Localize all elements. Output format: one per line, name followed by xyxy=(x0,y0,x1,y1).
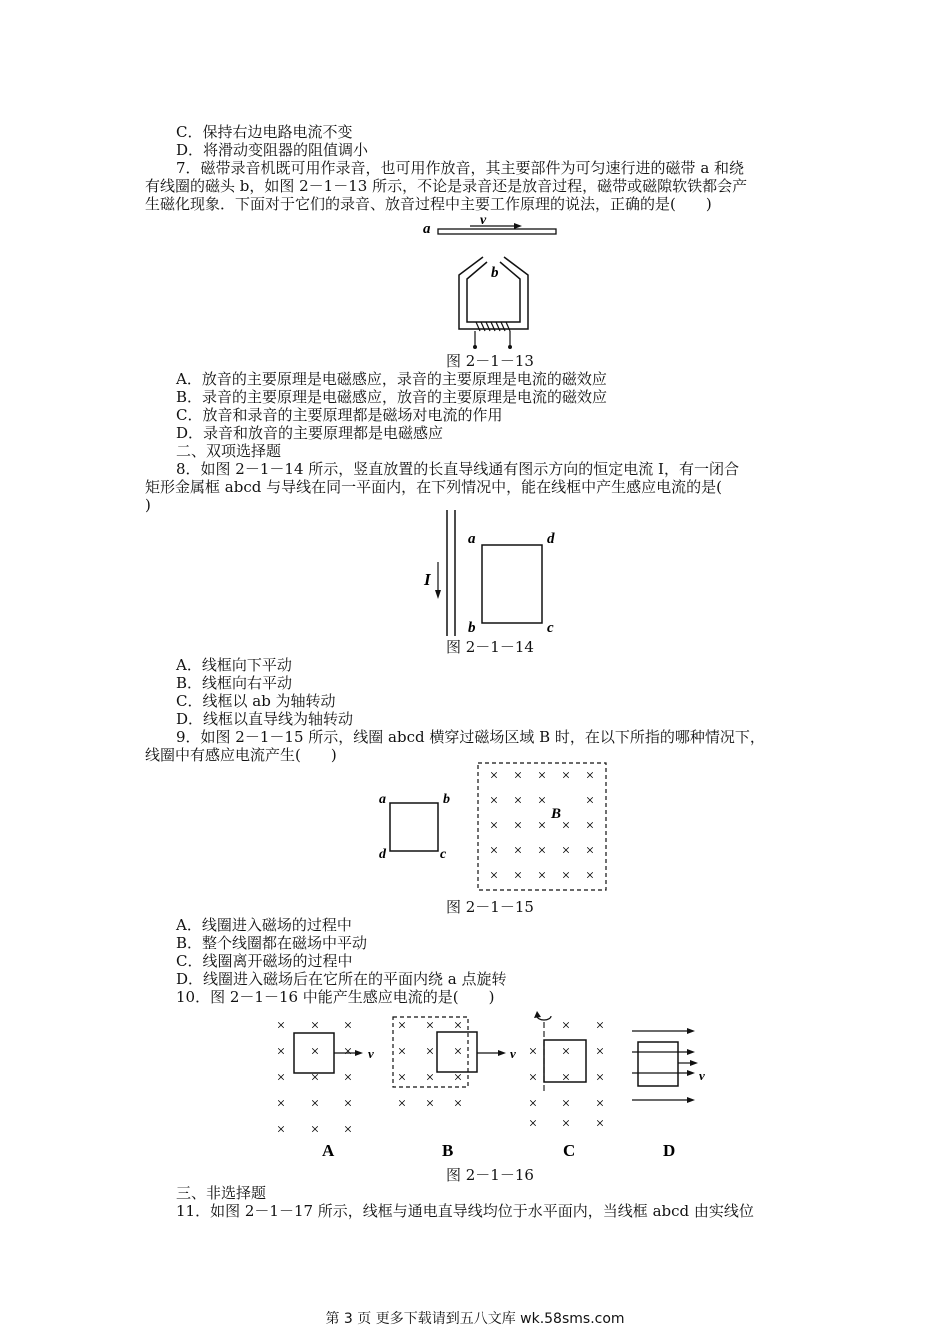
field-cross: × xyxy=(537,768,547,784)
field-cross: × xyxy=(585,843,595,859)
panel-D xyxy=(632,1028,695,1103)
field-cross: × xyxy=(537,843,547,859)
field-cross: × xyxy=(595,1096,605,1112)
terminal xyxy=(473,345,477,349)
figure-caption: 图 2－1－16 xyxy=(446,1166,534,1184)
field-cross: × xyxy=(513,868,523,884)
field-cross: × xyxy=(537,868,547,884)
field-cross: × xyxy=(397,1070,407,1086)
field-cross: × xyxy=(276,1018,286,1034)
option-text: B．整个线圈都在磁场中平动 xyxy=(176,934,368,952)
field-cross: × xyxy=(343,1096,353,1112)
option-text: D．将滑动变阻器的阻值调小 xyxy=(176,141,369,159)
field-cross: × xyxy=(310,1122,320,1138)
question-text: 矩形金属框 abcd 与导线在同一平面内，在下列情况中，能在线框中产生感应电流的是( xyxy=(145,478,722,496)
label-d: d xyxy=(379,847,386,862)
question-text: 线圈中有感应电流产生( ) xyxy=(145,746,337,764)
loop-D xyxy=(638,1042,678,1086)
arrow-head xyxy=(355,1050,363,1056)
head-core-inner xyxy=(467,262,520,322)
field-cross: × xyxy=(537,793,547,809)
field-cross: × xyxy=(489,843,499,859)
option-text: C．线框以 ab 为轴转动 xyxy=(176,692,336,710)
label-a: a xyxy=(379,792,386,807)
loop-B xyxy=(437,1032,477,1072)
panel-label: A xyxy=(322,1141,335,1160)
section-heading: 三、非选择题 xyxy=(176,1184,267,1202)
field-region xyxy=(478,763,606,890)
field-cross: × xyxy=(397,1096,407,1112)
label-B: B xyxy=(551,806,562,822)
loop-A xyxy=(294,1033,334,1073)
field-cross: × xyxy=(537,818,547,834)
field-cross: × xyxy=(595,1018,605,1034)
field-cross: × xyxy=(585,818,595,834)
rotation-icon xyxy=(537,1016,551,1020)
field-cross: × xyxy=(453,1044,463,1060)
option-text: A．放音的主要原理是电磁感应，录音的主要原理是电流的磁效应 xyxy=(176,370,607,388)
label-I: I xyxy=(424,570,431,589)
label-c: c xyxy=(440,847,447,862)
field-cross: × xyxy=(453,1070,463,1086)
figure-caption: 图 2－1－15 xyxy=(446,898,534,916)
tape xyxy=(438,229,556,234)
label-a: a xyxy=(423,221,431,237)
option-text: D．录音和放音的主要原理都是电磁感应 xyxy=(176,424,444,442)
field-cross: × xyxy=(528,1044,538,1060)
field-cross: × xyxy=(513,843,523,859)
field-cross: × xyxy=(585,793,595,809)
field-cross: × xyxy=(528,1116,538,1132)
question-text: 生磁化现象．下面对于它们的录音、放音过程中主要工作原理的说法，正确的是( ) xyxy=(145,195,712,213)
option-text: A．线圈进入磁场的过程中 xyxy=(176,916,352,934)
option-text: C．线圈离开磁场的过程中 xyxy=(176,952,353,970)
field-cross: × xyxy=(397,1018,407,1034)
field-cross: × xyxy=(595,1116,605,1132)
option-text: C．保持右边电路电流不变 xyxy=(176,123,353,141)
panel-A xyxy=(277,1018,352,1138)
panel-label: B xyxy=(442,1141,454,1160)
panel-label: D xyxy=(663,1141,676,1160)
label-b: b xyxy=(468,620,476,636)
field-cross: × xyxy=(276,1070,286,1086)
option-text: C．放音和录音的主要原理都是磁场对电流的作用 xyxy=(176,406,503,424)
field-cross: × xyxy=(561,1070,571,1086)
field-cross: × xyxy=(343,1018,353,1034)
field-region-B xyxy=(393,1017,468,1087)
coil xyxy=(476,322,510,331)
question-text: 7．磁带录音机既可用作录音，也可用作放音，其主要部件为可匀速行进的磁带 a 和绕 xyxy=(176,159,745,177)
field-cross: × xyxy=(561,868,571,884)
option-text: B．线框向右平动 xyxy=(176,674,293,692)
field-cross: × xyxy=(453,1018,463,1034)
field-cross: × xyxy=(513,818,523,834)
loop-C xyxy=(544,1040,586,1082)
field-cross: × xyxy=(310,1018,320,1034)
label-c: c xyxy=(547,620,554,636)
field-cross: × xyxy=(595,1070,605,1086)
coil-abcd xyxy=(390,803,438,851)
arrow-head xyxy=(534,1011,541,1018)
option-text: B．录音的主要原理是电磁感应，放音的主要原理是电流的磁效应 xyxy=(176,388,608,406)
option-text: D．线框以直导线为轴转动 xyxy=(176,710,354,728)
question-text: 9．如图 2－1－15 所示，线圈 abcd 横穿过磁场区域 B 时，在以下所指的哪种情况下， xyxy=(176,728,765,746)
section-heading: 二、双项选择题 xyxy=(176,442,282,460)
field-cross: × xyxy=(561,1018,571,1034)
question-text: 8．如图 2－1－14 所示，竖直放置的长直导线通有图示方向的恒定电流 I，有一闭合 xyxy=(176,460,739,478)
figure-caption: 图 2－1－13 xyxy=(446,352,534,370)
label-v: v xyxy=(480,213,487,228)
frame-abcd xyxy=(482,545,542,623)
field-cross: × xyxy=(595,1044,605,1060)
label-v: v xyxy=(368,1046,374,1061)
field-cross: × xyxy=(425,1044,435,1060)
field-cross: × xyxy=(425,1018,435,1034)
arrow-head xyxy=(690,1060,698,1066)
option-text: A．线框向下平动 xyxy=(176,656,292,674)
option-text: D．线圈进入磁场后在它所在的平面内绕 a 点旋转 xyxy=(176,970,507,988)
terminal xyxy=(508,345,512,349)
field-cross: × xyxy=(561,1044,571,1060)
field-cross: × xyxy=(397,1044,407,1060)
question-text: ) xyxy=(145,496,151,514)
label-v: v xyxy=(510,1046,516,1061)
field-cross: × xyxy=(528,1070,538,1086)
field-cross: × xyxy=(310,1070,320,1086)
label-b: b xyxy=(491,265,499,281)
label-d: d xyxy=(547,531,555,547)
label-b: b xyxy=(443,792,450,807)
field-cross: × xyxy=(561,1116,571,1132)
field-cross: × xyxy=(561,818,571,834)
field-cross: × xyxy=(513,768,523,784)
head-core-outer xyxy=(459,257,528,329)
field-cross: × xyxy=(343,1044,353,1060)
field-cross: × xyxy=(276,1044,286,1060)
field-cross: × xyxy=(425,1070,435,1086)
label-a: a xyxy=(468,531,476,547)
field-cross: × xyxy=(343,1070,353,1086)
figure-caption: 图 2－1－14 xyxy=(446,638,534,656)
panel-label: C xyxy=(563,1141,576,1160)
field-cross: × xyxy=(310,1096,320,1112)
panel-B xyxy=(398,1018,462,1112)
field-cross: × xyxy=(310,1044,320,1060)
field-cross: × xyxy=(489,818,499,834)
label-v: v xyxy=(699,1068,705,1083)
panel-C xyxy=(529,1018,604,1132)
field-cross: × xyxy=(513,793,523,809)
field-cross: × xyxy=(585,868,595,884)
field-cross: × xyxy=(276,1122,286,1138)
field-crosses xyxy=(490,768,594,884)
arrow-head xyxy=(498,1050,506,1056)
arrow-head xyxy=(514,223,522,229)
field-cross: × xyxy=(489,768,499,784)
question-text: 有线圈的磁头 b，如图 2－1－13 所示，不论是录音还是放音过程，磁带或磁隙软铁都会产 xyxy=(145,177,748,195)
field-cross: × xyxy=(489,793,499,809)
page-footer: 第 3 页 更多下载请到五八文库 wk.58sms.com xyxy=(325,1311,625,1327)
field-cross: × xyxy=(425,1096,435,1112)
arrow-head xyxy=(435,590,441,599)
field-cross: × xyxy=(528,1096,538,1112)
field-cross: × xyxy=(561,1096,571,1112)
field-cross: × xyxy=(343,1122,353,1138)
field-cross: × xyxy=(561,843,571,859)
field-cross: × xyxy=(585,768,595,784)
question-text: 11．如图 2－1－17 所示，线框与通电直导线均位于水平面内，当线框 abcd 由实线位 xyxy=(176,1202,754,1220)
field-cross: × xyxy=(561,768,571,784)
field-cross: × xyxy=(453,1096,463,1112)
field-cross: × xyxy=(489,868,499,884)
question-text: 10．图 2－1－16 中能产生感应电流的是( ) xyxy=(176,988,495,1006)
field-cross: × xyxy=(276,1096,286,1112)
